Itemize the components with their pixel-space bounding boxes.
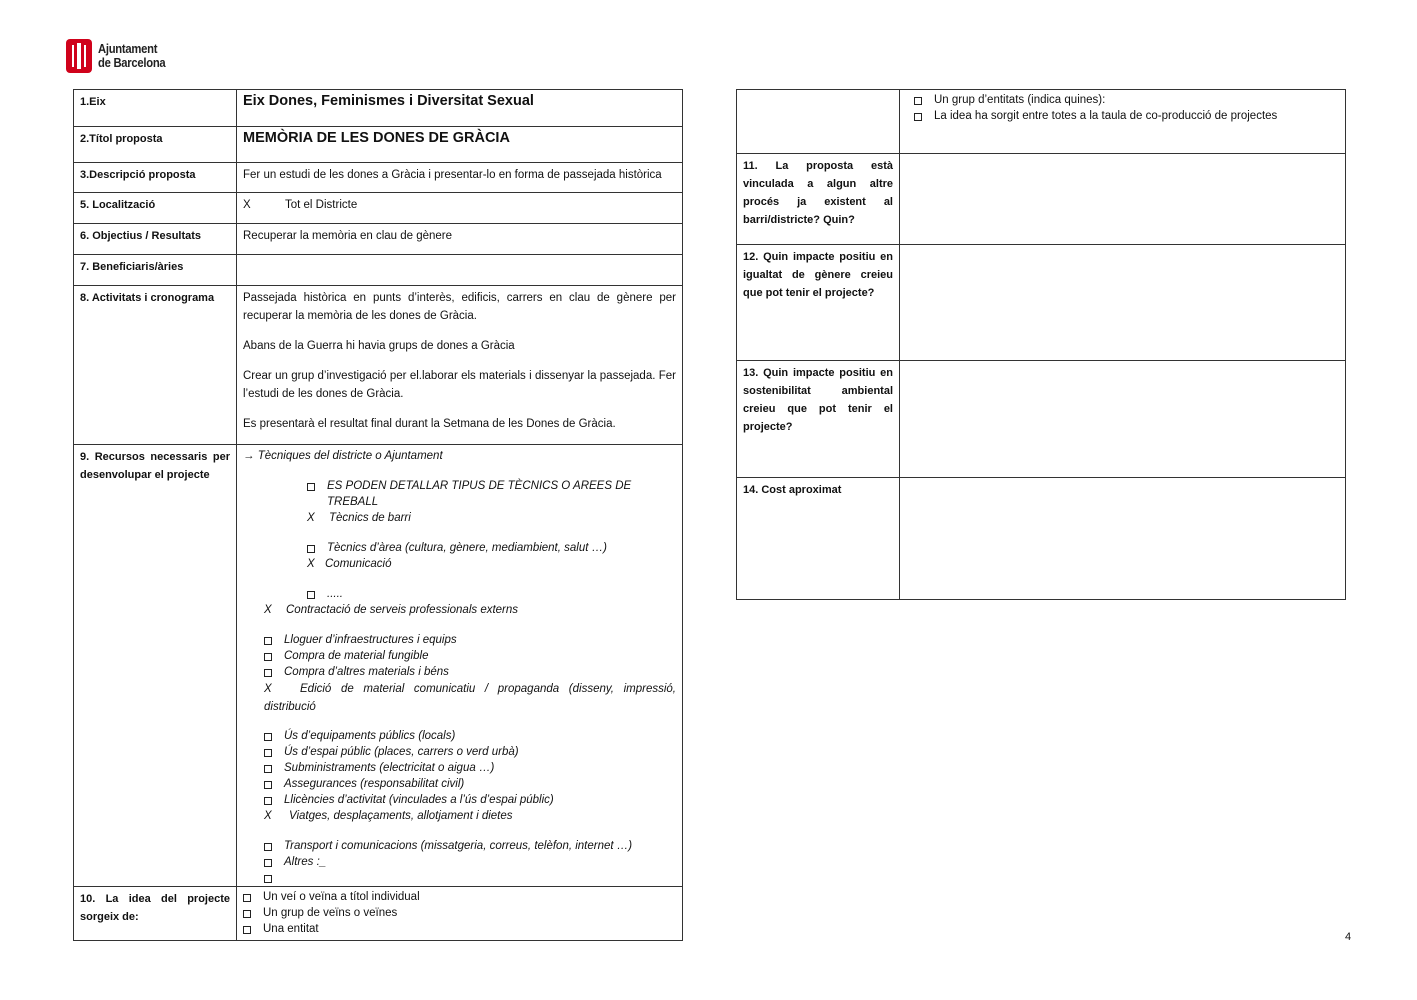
question-13: 13. Quin impacte positiu en sostenibilitat ambiental creieu que pot tenir el projecte? <box>737 361 900 478</box>
recursos-heading: → Tècniques del districte o Ajuntament <box>243 450 443 462</box>
recursos-label: 9. Recursos necessaris per desenvolupar el projecte <box>74 445 237 887</box>
checkbox-icon <box>264 653 272 661</box>
logo-line-2: de Barcelona <box>98 56 166 70</box>
logo-line-1: Ajuntament <box>98 42 158 56</box>
list-item: X Tècnics de barri <box>307 512 411 524</box>
descripcio-value: Fer un estudi de les dones a Gràcia i presentar-lo en forma de passejada històrica <box>237 163 683 193</box>
activitats-p1: Passejada històrica en punts d’interès, edificis, carrers en clau de gènere per recuperar la memòria de les dones de Gràcia. <box>243 292 676 322</box>
checkbox-icon <box>264 781 272 789</box>
activitats-p3: Crear un grup d’investigació per el.laborar els materials i dissenyar la passejada. Fer l’estudi de les dones de Gràcia. <box>243 370 676 400</box>
checkbox-icon <box>264 669 272 677</box>
list-item: X Viatges, desplaçaments, allotjament i dietes <box>264 810 513 822</box>
list-item: Lloguer d’infraestructures i equips <box>264 632 676 648</box>
barcelona-shield-icon <box>66 39 92 73</box>
descripcio-label: 3.Descripció proposta <box>74 163 237 193</box>
proposal-table-right <box>736 89 1346 600</box>
beneficiaris-value <box>237 255 683 286</box>
checkbox-icon <box>264 749 272 757</box>
page-number: 4 <box>1345 931 1352 943</box>
objectius-label: 6. Objectius / Resultats <box>74 224 237 255</box>
checkbox-icon <box>264 843 272 851</box>
checkbox-icon <box>307 545 315 553</box>
ajuntament-logo <box>66 39 173 73</box>
localitzacio-mark: X <box>243 199 251 211</box>
list-item: Un veí o veïna a títol individual <box>243 889 676 905</box>
list-item: Ús d’equipaments públics (locals) <box>264 728 676 744</box>
question-11: 11. La proposta està vinculada a algun altre procés ja existent al barri/districte? Quin? <box>737 154 900 245</box>
list-item: Tècnics d’àrea (cultura, gènere, mediambient, salut …) <box>307 540 676 556</box>
activitats-label: 8. Activitats i cronograma <box>74 286 237 445</box>
checkbox-icon <box>264 733 272 741</box>
list-item: X Comunicació <box>307 558 392 570</box>
list-item: X Contractació de serveis professionals externs <box>264 604 519 616</box>
answer-11 <box>900 154 1346 245</box>
checkbox-icon <box>914 113 922 121</box>
list-item: Una entitat <box>243 921 676 937</box>
idea-label: 10. La idea del projecte sorgeix de: <box>74 887 237 941</box>
checkbox-icon <box>264 637 272 645</box>
list-item: Un grup de veïns o veïnes <box>243 905 676 921</box>
checkbox-icon <box>264 765 272 773</box>
list-item: Transport i comunicacions (missatgeria, correus, telèfon, internet …) <box>264 838 676 854</box>
idea-value <box>237 887 683 941</box>
beneficiaris-label: 7. Beneficiaris/àries <box>74 255 237 286</box>
checkbox-icon <box>307 591 315 599</box>
question-12: 12. Quin impacte positiu en igualtat de gènere creieu que pot tenir el projecte? <box>737 245 900 361</box>
list-item: Altres :_ <box>264 854 676 870</box>
answer-14 <box>900 478 1346 600</box>
activitats-p2: Abans de la Guerra hi havia grups de dones a Gràcia <box>243 340 515 352</box>
eix-value: Eix Dones, Feminismes i Diversitat Sexual <box>237 90 683 127</box>
titol-label: 2.Títol proposta <box>74 127 237 163</box>
checkbox-icon <box>264 859 272 867</box>
list-item: X Edició de material comunicatiu / propaganda (disseny, impressió, distribució <box>264 683 676 713</box>
checkbox-icon <box>264 875 272 883</box>
checkbox-icon <box>264 797 272 805</box>
list-item: ES PODEN DETALLAR TIPUS DE TÈCNICS O AREES DE TREBALL <box>307 478 676 510</box>
objectius-value: Recuperar la memòria en clau de gènere <box>237 224 683 255</box>
question-14: 14. Cost aproximat <box>737 478 900 600</box>
localitzacio-label: 5. Localització <box>74 193 237 224</box>
list-item: Un grup d’entitats (indica quines): <box>914 92 1339 108</box>
list-item: ..... <box>307 586 676 602</box>
checkbox-icon <box>243 910 251 918</box>
localitzacio-value <box>237 193 683 224</box>
list-item: Assegurances (responsabilitat civil) <box>264 776 676 792</box>
proposal-table-left <box>73 89 683 941</box>
idea-continued-value <box>900 90 1346 154</box>
idea-continued-label <box>737 90 900 154</box>
list-item: Ús d’espai públic (places, carrers o verd urbà) <box>264 744 676 760</box>
list-item: Subministraments (electricitat o aigua …) <box>264 760 676 776</box>
checkbox-icon <box>914 97 922 105</box>
checkbox-icon <box>243 894 251 902</box>
titol-value: MEMÒRIA DE LES DONES DE GRÀCIA <box>237 127 683 163</box>
localitzacio-text: Tot el Districte <box>285 199 358 211</box>
activitats-p4: Es presentarà el resultat final durant la Setmana de les Dones de Gràcia. <box>243 418 616 430</box>
checkbox-icon <box>307 483 315 491</box>
recursos-value <box>237 445 683 887</box>
answer-13 <box>900 361 1346 478</box>
activitats-value <box>237 286 683 445</box>
list-item: Compra d’altres materials i béns <box>264 664 676 680</box>
eix-label: 1.Eix <box>74 90 237 127</box>
list-item: Llicències d’activitat (vinculades a l’ús d’espai públic) <box>264 792 676 808</box>
checkbox-icon <box>243 926 251 934</box>
list-item <box>264 870 676 883</box>
list-item: La idea ha sorgit entre totes a la taula de co-producció de projectes <box>914 108 1339 124</box>
answer-12 <box>900 245 1346 361</box>
list-item: Compra de material fungible <box>264 648 676 664</box>
